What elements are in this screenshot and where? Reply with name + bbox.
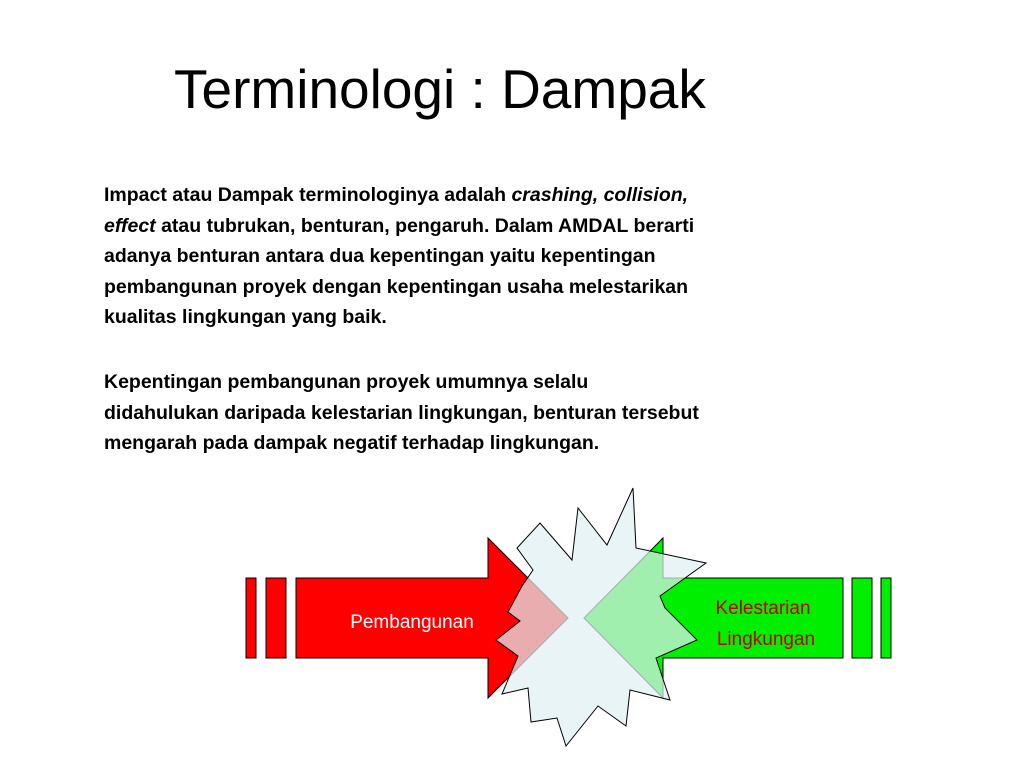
para-1-italic-effect: effect — [104, 214, 156, 237]
para-1-line-4: pembangunan proyek dengan kepentingan usaha melestarikan — [104, 275, 689, 298]
slide-title: Terminologi : Dampak — [174, 58, 706, 120]
right-arrow-stripe-1 — [852, 578, 872, 658]
left-arrow-stripe-1 — [246, 578, 256, 658]
right-arrow-stripe-2 — [881, 578, 891, 658]
right-arrow-label-line-2: Lingkungan — [716, 629, 816, 650]
left-arrow-stripe-2 — [266, 578, 286, 658]
para-1-italic-terms: crashing, collision, — [511, 184, 689, 206]
left-arrow-label: Pembangunan — [350, 612, 474, 633]
para-2-line-2: didahulukan daripada kelestarian lingkungan, benturan tersebut — [104, 401, 699, 424]
para-1-text-before: Impact atau Dampak terminologinya adalah — [104, 184, 512, 206]
para-1-text-after: atau tubrukan, benturan, pengaruh. Dalam AMDAL berarti — [155, 214, 695, 237]
para-1-line-5: kualitas lingkungan yang baik. — [104, 306, 387, 328]
para-2-line-1: Kepentingan pembangunan proyek umumnya selalu — [104, 371, 589, 393]
para-1-line-3: adanya benturan antara dua kepentingan yaitu kepentingan — [104, 245, 656, 267]
explosion-burst-icon — [496, 488, 706, 746]
right-arrow-label-line-1: Kelestarian — [715, 598, 811, 619]
para-2-line-3: mengarah pada dampak negatif terhadap lingkungan. — [104, 432, 600, 454]
